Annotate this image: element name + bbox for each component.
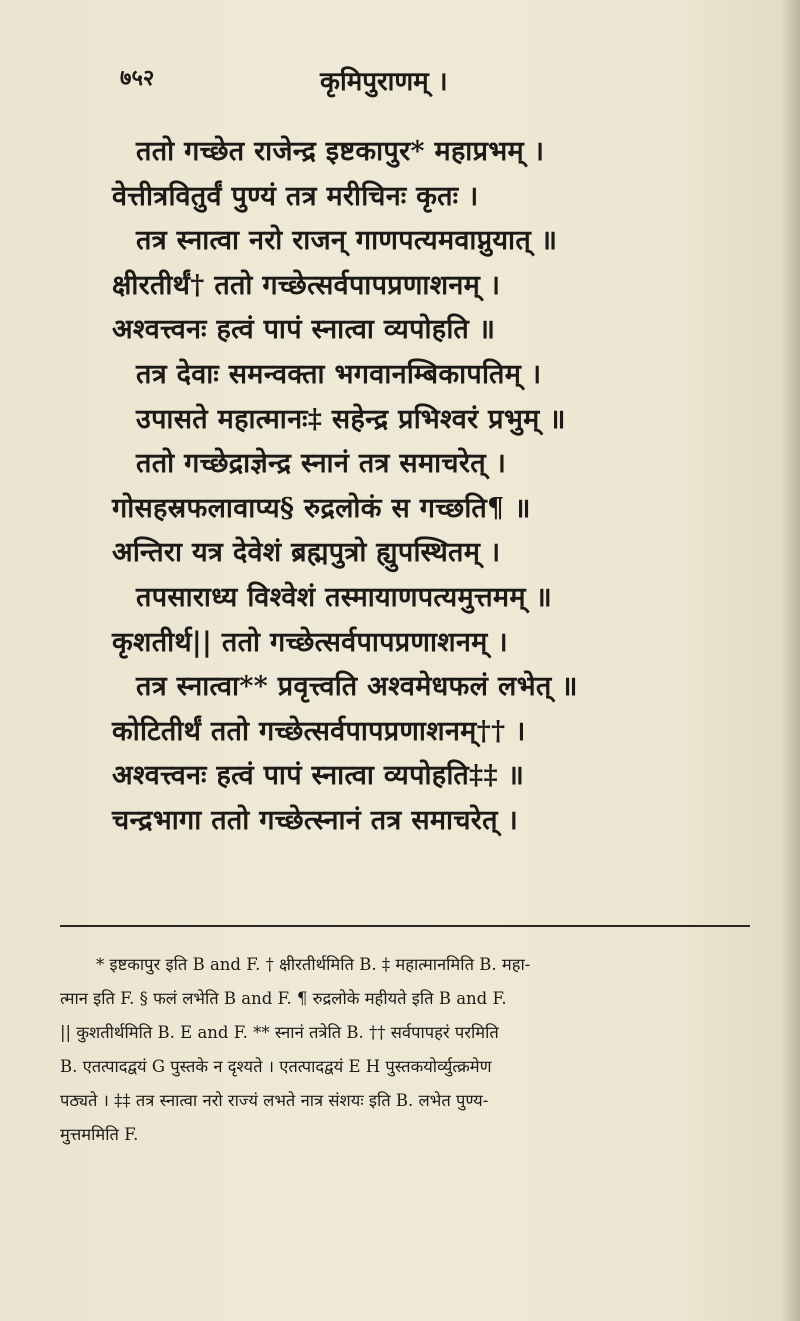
footnote-rule [60,925,750,927]
verse-line: चन्द्रभागा ततो गच्छेत्स्नानं तत्र समाचरेत् । [112,804,519,836]
verse-line: कोटितीर्थं ततो गच्छेत्सर्वपापप्रणाशनम्†† । [112,715,526,747]
verse-line: तत्र देवाः समन्वक्ता भगवानम्बिकापतिम् । [136,358,542,390]
verse-line: क्षीरतीर्थं† ततो गच्छेत्सर्वपापप्रणाशनम् । [112,269,501,301]
page-header [120,62,680,102]
verse-line: अन्तिरा यत्र देवेशं ब्रह्मपुत्रो ह्युपस्थितम् । [112,537,501,569]
verse-line: तपसाराध्य विश्वेशं तस्मायाणपत्यमुत्तमम् ॥ [136,581,552,613]
verse-line: गोसहस्रफलावाप्य§ रुद्रलोकं स गच्छति¶ ॥ [112,492,531,524]
verse-line: ततो गच्छेद्राज्ञेन्द्र स्नानं तत्र समाचरेत् । [136,448,507,480]
verse-line: तत्र स्नात्वा** प्रवृत्त्वति अश्वमेधफलं लभेत् ॥ [136,671,578,703]
footnote-line: त्मान इति F. § फलं लभेति B and F. ¶ रुद्रलोके महीयते इति B and F. [60,989,507,1008]
running-title: कृमिपुराणम् । [320,67,448,97]
verse-line: उपासते महात्मानः‡ सहेन्द्र प्रभिश्वरं प्रभुम् ॥ [136,403,566,435]
page-number: ७५२ [120,65,155,91]
footnotes [60,948,750,1152]
verse-line: ततो गच्छेत राजेन्द्र इष्टकापुर* महाप्रभम् । [136,136,545,167]
verse-line: कृशतीर्थ|| ततो गच्छेत्सर्वपापप्रणाशनम् । [112,626,508,658]
footnote-line: B. एतत्पादद्वयं G पुस्तके न दृश्यते । एतत्पादद्वयं E H पुस्तकयोर्व्युत्क्रमेण [60,1057,492,1076]
footnote-line: * इष्टकापुर इति B and F. † क्षीरतीर्थमिति B. ‡ महात्मानमिति B. महा- [96,955,531,974]
verse-line: अश्वत्त्वनः हत्वं पापं स्नात्वा व्यपोहति‡‡ ॥ [112,760,525,792]
verse-line: वेत्तीत्रवितुर्वं पुण्यं तत्र मरीचिनः कृतः । [112,180,479,212]
verse-block [100,130,700,844]
page-edge-shadow [780,0,800,1321]
footnote-line: मुत्तममिति F. [60,1125,139,1144]
footnote-line: पठ्यते । ‡‡ तत्र स्नात्वा नरो राज्यं लभते नात्र संशयः इति B. लभेत पुण्य- [60,1091,489,1110]
verse-line: तत्र स्नात्वा नरो राजन् गाणपत्यमवाप्नुयात् ॥ [136,225,558,257]
footnote-line: || कुशतीर्थमिति B. E and F. ** स्नानं तत्रेति B. †† सर्वपापहरं परमिति [60,1023,499,1042]
verse-line: अश्वत्त्वनः हत्वं पापं स्नात्वा व्यपोहति ॥ [112,314,496,346]
